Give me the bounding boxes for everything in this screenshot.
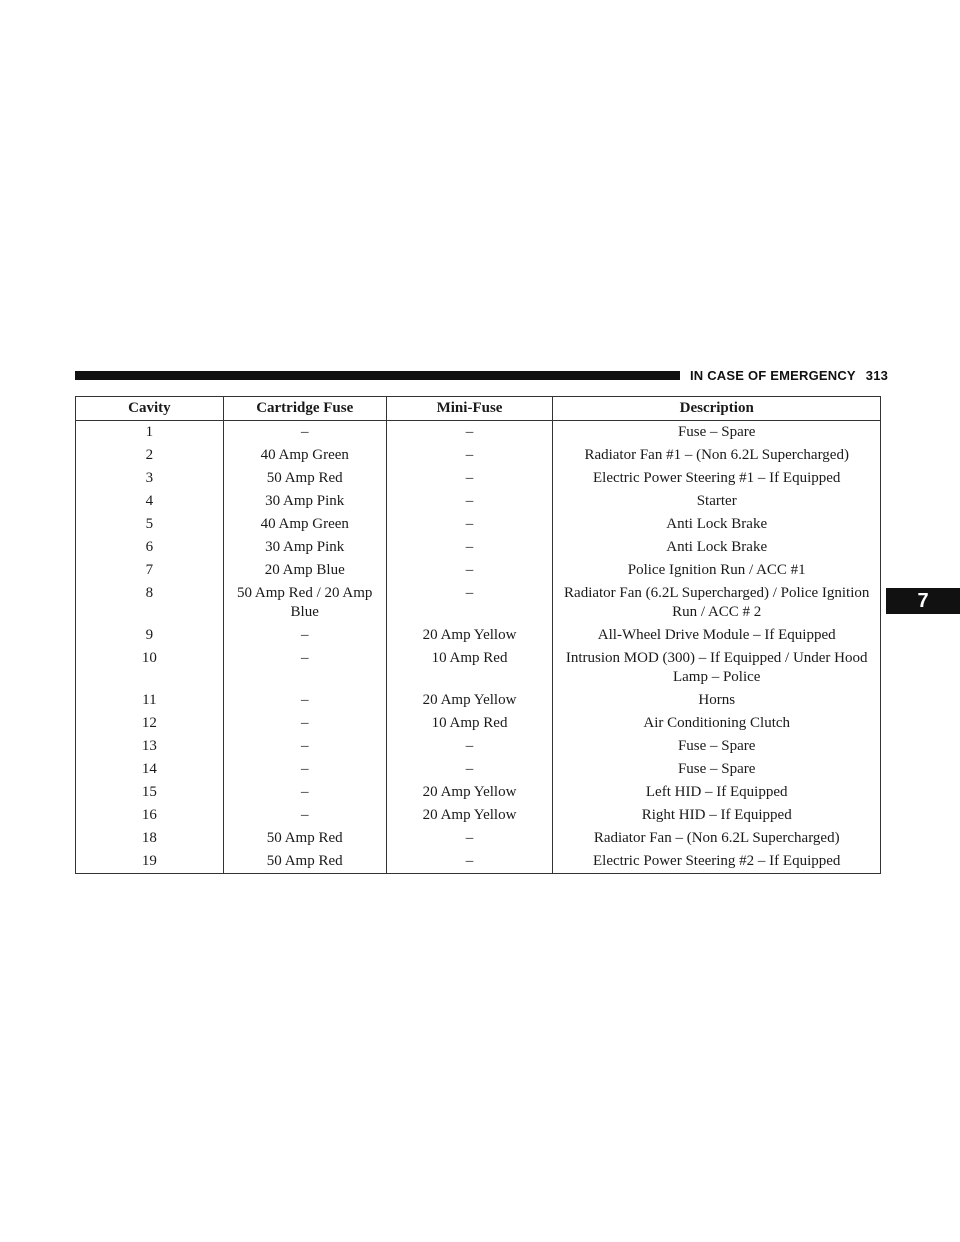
cell-mini-fuse: –: [386, 850, 553, 874]
table-row: [76, 624, 881, 647]
table-row: [76, 712, 881, 735]
cell-cartridge-fuse: –: [223, 735, 386, 758]
cell-cartridge-fuse: 20 Amp Blue: [223, 559, 386, 582]
cell-cartridge-fuse: –: [223, 689, 386, 712]
cell-description: Radiator Fan (6.2L Supercharged) / Police Ignition Run / ACC # 2: [553, 582, 881, 624]
cell-cartridge-fuse: –: [223, 804, 386, 827]
cell-cavity: 13: [76, 735, 224, 758]
cell-cartridge-fuse: 30 Amp Pink: [223, 536, 386, 559]
column-header-description: Description: [553, 397, 881, 421]
cell-cartridge-fuse: 50 Amp Red: [223, 850, 386, 874]
cell-mini-fuse: 20 Amp Yellow: [386, 689, 553, 712]
cell-cavity: 19: [76, 850, 224, 874]
cell-description: Left HID – If Equipped: [553, 781, 881, 804]
cell-cavity: 5: [76, 513, 224, 536]
cell-mini-fuse: –: [386, 467, 553, 490]
cell-cavity: 7: [76, 559, 224, 582]
cell-description: Fuse – Spare: [553, 758, 881, 781]
cell-description: Air Conditioning Clutch: [553, 712, 881, 735]
cell-description: All-Wheel Drive Module – If Equipped: [553, 624, 881, 647]
cell-cartridge-fuse: –: [223, 712, 386, 735]
running-header: [690, 368, 888, 383]
table-row: [76, 490, 881, 513]
cell-cartridge-fuse: –: [223, 647, 386, 689]
cell-cartridge-fuse: –: [223, 624, 386, 647]
cell-cavity: 6: [76, 536, 224, 559]
table-row: [76, 582, 881, 624]
cell-cavity: 8: [76, 582, 224, 624]
cell-cartridge-fuse: 40 Amp Green: [223, 513, 386, 536]
cell-mini-fuse: 20 Amp Yellow: [386, 804, 553, 827]
cell-description: Fuse – Spare: [553, 735, 881, 758]
cell-description: Radiator Fan – (Non 6.2L Supercharged): [553, 827, 881, 850]
cell-cartridge-fuse: 30 Amp Pink: [223, 490, 386, 513]
cell-cavity: 10: [76, 647, 224, 689]
cell-description: Horns: [553, 689, 881, 712]
table-row: [76, 758, 881, 781]
cell-cavity: 4: [76, 490, 224, 513]
table-row: [76, 513, 881, 536]
table-row: [76, 536, 881, 559]
table-row: [76, 559, 881, 582]
cell-cartridge-fuse: 50 Amp Red: [223, 827, 386, 850]
cell-description: Electric Power Steering #2 – If Equipped: [553, 850, 881, 874]
cell-description: Anti Lock Brake: [553, 513, 881, 536]
cell-description: Right HID – If Equipped: [553, 804, 881, 827]
cell-description: Radiator Fan #1 – (Non 6.2L Supercharged): [553, 444, 881, 467]
fuse-table: [75, 396, 881, 874]
section-title: IN CASE OF EMERGENCY: [690, 368, 856, 383]
cell-cavity: 9: [76, 624, 224, 647]
cell-cavity: 11: [76, 689, 224, 712]
cell-cartridge-fuse: –: [223, 421, 386, 445]
table-row: [76, 467, 881, 490]
cell-cartridge-fuse: 50 Amp Red: [223, 467, 386, 490]
cell-mini-fuse: 10 Amp Red: [386, 647, 553, 689]
column-header-cavity: Cavity: [76, 397, 224, 421]
cell-cavity: 12: [76, 712, 224, 735]
table-row: [76, 735, 881, 758]
table-row: [76, 781, 881, 804]
cell-cavity: 3: [76, 467, 224, 490]
cell-mini-fuse: 20 Amp Yellow: [386, 624, 553, 647]
cell-cavity: 18: [76, 827, 224, 850]
cell-description: Fuse – Spare: [553, 421, 881, 445]
cell-description: Starter: [553, 490, 881, 513]
cell-cartridge-fuse: 40 Amp Green: [223, 444, 386, 467]
cell-mini-fuse: –: [386, 559, 553, 582]
table-row: [76, 647, 881, 689]
table-row: [76, 804, 881, 827]
cell-cartridge-fuse: –: [223, 781, 386, 804]
table-header-row: [76, 397, 881, 421]
cell-cartridge-fuse: 50 Amp Red / 20 Amp Blue: [223, 582, 386, 624]
cell-mini-fuse: –: [386, 735, 553, 758]
table-row: [76, 421, 881, 445]
table-row: [76, 827, 881, 850]
cell-cavity: 1: [76, 421, 224, 445]
cell-mini-fuse: –: [386, 490, 553, 513]
cell-description: Electric Power Steering #1 – If Equipped: [553, 467, 881, 490]
cell-cavity: 2: [76, 444, 224, 467]
header-rule: [75, 371, 680, 380]
cell-mini-fuse: 10 Amp Red: [386, 712, 553, 735]
column-header-cartridge-fuse: Cartridge Fuse: [223, 397, 386, 421]
chapter-tab: 7: [886, 588, 960, 614]
cell-cavity: 16: [76, 804, 224, 827]
table-row: [76, 850, 881, 874]
table-row: [76, 689, 881, 712]
table-row: [76, 444, 881, 467]
cell-mini-fuse: –: [386, 513, 553, 536]
cell-description: Police Ignition Run / ACC #1: [553, 559, 881, 582]
cell-mini-fuse: 20 Amp Yellow: [386, 781, 553, 804]
cell-mini-fuse: –: [386, 827, 553, 850]
cell-mini-fuse: –: [386, 421, 553, 445]
cell-description: Anti Lock Brake: [553, 536, 881, 559]
cell-cavity: 14: [76, 758, 224, 781]
cell-mini-fuse: –: [386, 444, 553, 467]
cell-mini-fuse: –: [386, 758, 553, 781]
page-number: 313: [865, 368, 889, 383]
cell-cavity: 15: [76, 781, 224, 804]
cell-cartridge-fuse: –: [223, 758, 386, 781]
column-header-mini-fuse: Mini-Fuse: [386, 397, 553, 421]
cell-description: Intrusion MOD (300) – If Equipped / Under Hood Lamp – Police: [553, 647, 881, 689]
cell-mini-fuse: –: [386, 536, 553, 559]
cell-mini-fuse: –: [386, 582, 553, 624]
